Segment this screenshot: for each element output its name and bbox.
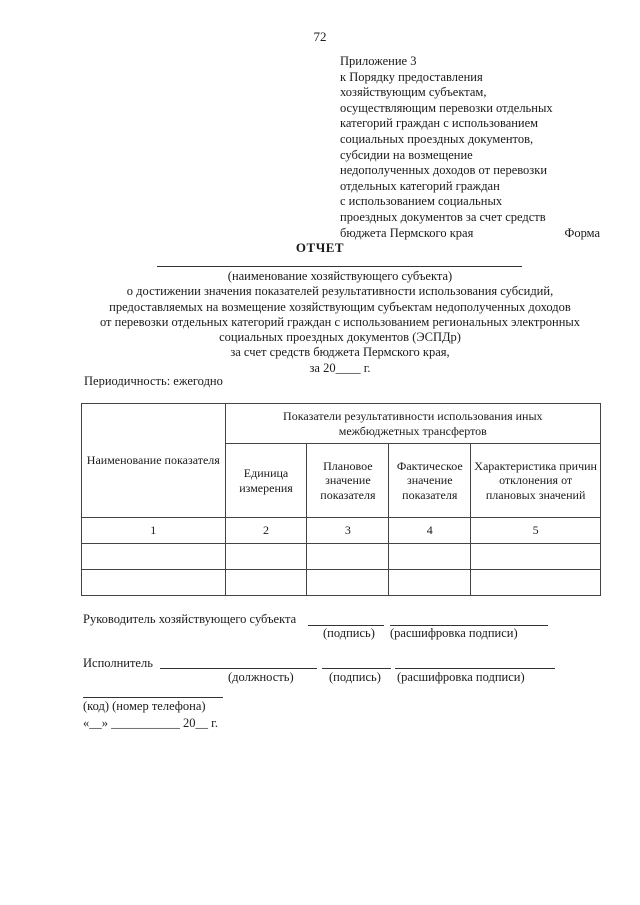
appendix-line: категорий граждан с использованием <box>340 116 539 131</box>
table-cell[interactable] <box>389 544 471 570</box>
deviation-reason-header: Характеристика причин отклонения от плановых значений <box>471 444 601 518</box>
phone-line[interactable] <box>83 697 223 698</box>
header-line: за 20____ г. <box>309 360 371 375</box>
table-cell[interactable] <box>225 544 307 570</box>
name-caption: (расшифровка подписи) <box>397 670 525 684</box>
date-field: «__» ___________ 20__ г. <box>83 716 218 730</box>
report-title: ОТЧЕТ <box>295 240 345 255</box>
header-line: о достижении значения показателей результативности использования субсидий, <box>126 284 554 299</box>
head-label: Руководитель хозяйствующего субъекта <box>83 612 297 626</box>
signature-caption: (подпись) <box>329 670 381 684</box>
column-number: 4 <box>389 518 471 544</box>
executor-position-line[interactable] <box>160 668 317 669</box>
appendix-line: хозяйствующим субъектам, <box>340 85 487 100</box>
column-number: 3 <box>307 518 389 544</box>
header-line: предоставляемых на возмещение хозяйствующим субъектам недополученных доходов <box>109 299 571 314</box>
executor-label: Исполнитель <box>83 656 153 670</box>
column-number: 5 <box>471 518 601 544</box>
header-line: за счет средств бюджета Пермского края, <box>230 345 450 360</box>
subject-name-line <box>157 266 522 267</box>
table-cell[interactable] <box>307 570 389 596</box>
table-cell[interactable] <box>471 544 601 570</box>
table-cell[interactable] <box>307 544 389 570</box>
signature-caption: (подпись) <box>323 626 375 640</box>
appendix-line: бюджета Пермского края <box>340 225 474 240</box>
column-number: 1 <box>82 518 226 544</box>
appendix-line: к Порядку предоставления <box>340 69 483 84</box>
appendix-line: осуществляющим перевозки отдельных <box>340 100 553 115</box>
appendix-reference <box>340 54 553 241</box>
page-number: 72 <box>313 29 327 44</box>
position-caption: (должность) <box>228 670 294 684</box>
header-line: от перевозки отдельных категорий граждан с использованием региональных электронных <box>99 314 581 329</box>
name-caption: (расшифровка подписи) <box>390 626 518 640</box>
report-header <box>0 269 640 376</box>
column-number: 2 <box>225 518 307 544</box>
header-line: (наименование хозяйствующего субъекта) <box>227 269 453 283</box>
appendix-line: проездных документов за счет средств <box>340 209 546 224</box>
form-label: Форма <box>564 226 600 240</box>
periodicity: Периодичность: ежегодно <box>84 374 223 388</box>
appendix-line: субсидии на возмещение <box>340 147 473 162</box>
indicators-group-header: Показатели результативности использования иных межбюджетных трансфертов <box>225 404 600 444</box>
appendix-line: Приложение 3 <box>340 54 417 68</box>
actual-value-header: Фактическое значение показателя <box>389 444 471 518</box>
table-row <box>82 544 601 570</box>
table-cell[interactable] <box>82 544 226 570</box>
table-cell[interactable] <box>82 570 226 596</box>
table-cell[interactable] <box>471 570 601 596</box>
phone-caption: (код) (номер телефона) <box>83 699 206 713</box>
unit-header: Единица измерения <box>225 444 307 518</box>
appendix-line: отдельных категорий граждан <box>340 178 500 193</box>
planned-value-header: Плановое значение показателя <box>307 444 389 518</box>
executor-signature-line[interactable] <box>322 668 391 669</box>
report-table <box>81 403 601 596</box>
appendix-line: недополученных доходов от перевозки <box>340 163 548 178</box>
table-row <box>82 570 601 596</box>
indicator-name-header: Наименование показателя <box>82 404 226 518</box>
executor-name-line[interactable] <box>395 668 555 669</box>
appendix-line: социальных проездных документов, <box>340 131 534 146</box>
table-cell[interactable] <box>225 570 307 596</box>
header-line: социальных проездных документов (ЭСПДр) <box>219 330 461 345</box>
table-cell[interactable] <box>389 570 471 596</box>
appendix-line: с использованием социальных <box>340 194 503 209</box>
